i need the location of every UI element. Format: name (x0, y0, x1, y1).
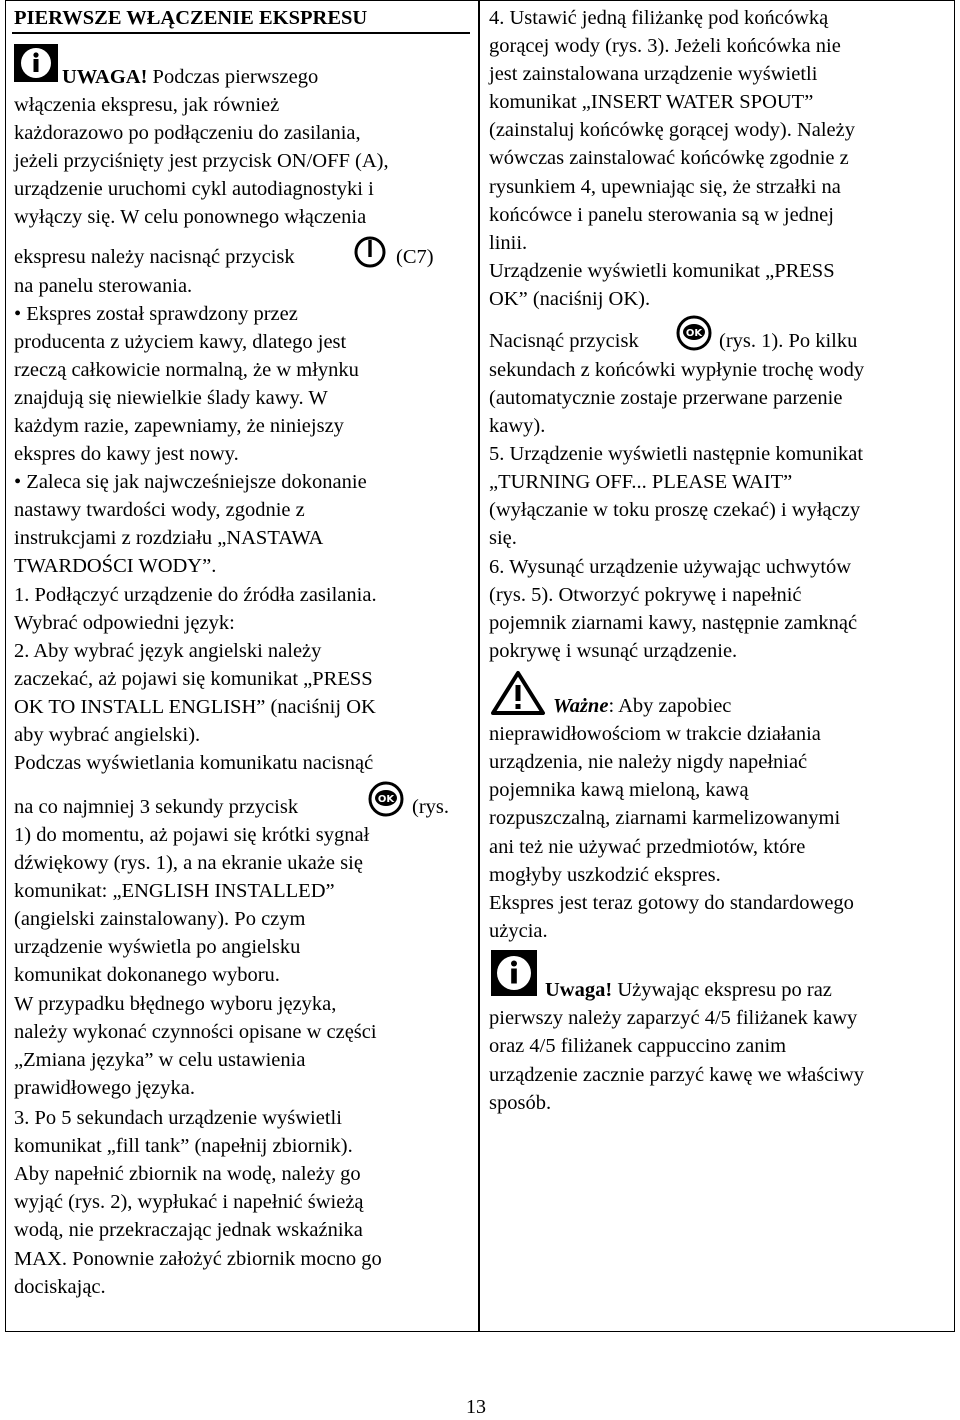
text-line: W przypadku błędnego wyboru języka, (14, 993, 337, 1015)
text-line: urządzenie uruchomi cykl autodiagnostyki i (14, 178, 374, 200)
text-line: każdorazowo po podłączeniu do zasilania, (14, 122, 361, 144)
text-line: Nacisnąć przycisk (489, 330, 639, 352)
text-line: TWARDOŚCI WODY”. (14, 555, 217, 577)
text-line: gorącej wody (rys. 3). Jeżeli końcówka nie (489, 35, 841, 57)
text-line: pokrywę i wsunąć urządzenie. (489, 640, 738, 662)
text-line: urządzenia, nie należy nigdy napełniać (489, 751, 808, 773)
text-line: urządzenie zacznie parzyć kawę we właściwy (489, 1064, 865, 1086)
text-line: „Zmiana języka” w celu ustawienia (14, 1049, 306, 1071)
uwaga-label: Uwaga! (545, 979, 613, 1001)
uwaga-note-line: Uwaga! Używając ekspresu po raz (545, 979, 832, 1001)
text-line: (rys. (412, 796, 450, 818)
text-line: OK TO INSTALL ENGLISH” (naciśnij OK (14, 696, 376, 718)
wazne-label: Ważne (553, 695, 609, 717)
text-line: pierwszy należy zaparzyć 4/5 filiżanek kawy (489, 1007, 858, 1029)
column-divider (478, 0, 480, 1332)
text-line: na co najmniej 3 sekundy przycisk (14, 796, 299, 818)
text-line: na panelu sterowania. (14, 275, 193, 297)
text-line: rozpuszczalną, ziarnami karmelizowanymi (489, 807, 841, 829)
text-line: (angielski zainstalowany). Po czym (14, 908, 306, 930)
text-line: sposób. (489, 1092, 552, 1114)
power-icon (352, 234, 388, 270)
text-line: jeżeli przyciśnięty jest przycisk ON/OFF (A), (14, 150, 389, 172)
text-line: wodą, nie przekraczając jednak wskaźnika (14, 1219, 363, 1241)
warning-icon (490, 670, 546, 716)
text-line: oraz 4/5 filiżanek cappuccino zanim (489, 1035, 787, 1057)
text-line: Wybrać odpowiedni język: (14, 612, 235, 634)
page-number: 13 (466, 1396, 486, 1418)
text-line: sekundach z końcówki wypłynie trochę wody (489, 359, 865, 381)
svg-text:OK: OK (685, 328, 703, 339)
text-line: producenta z użyciem kawy, dlatego jest (14, 331, 347, 353)
text-line: znajdują się niewielkie ślady kawy. W (14, 387, 328, 409)
text-line: (wyłączanie w toku proszę czekać) i wyłączy (489, 499, 861, 521)
text-line: każdym razie, zapewniamy, że niniejszy (14, 415, 344, 437)
text-line: kawy). (489, 415, 546, 437)
info-icon (491, 950, 537, 996)
ok-button-icon (366, 778, 406, 818)
text-line: 6. Wysunąć urządzenie używając uchwytów (489, 556, 852, 578)
text-line: MAX. Ponownie założyć zbiornik mocno go (14, 1248, 382, 1270)
text-line: ekspres do kawy jest nowy. (14, 443, 239, 465)
text-line: wyjąć (rys. 2), wypłukać i napełnić świeżą (14, 1191, 364, 1213)
text-line: rzeczą całkowicie normalną, że w młynku (14, 359, 359, 381)
text-line: ani też nie używać przedmiotów, które (489, 836, 806, 858)
text-line: włączenia ekspresu, jak również (14, 94, 280, 116)
text-line: wyłączy się. W celu ponownego włączenia (14, 206, 367, 228)
text-line: wówczas zainstalować końcówkę zgodnie z (489, 147, 849, 169)
text-line: końcówce i panelu sterowania są w jednej (489, 204, 834, 226)
text-line: prawidłowego języka. (14, 1077, 196, 1099)
text-line: 4. Ustawić jedną filiżankę pod końcówką (489, 7, 829, 29)
text-line: Ekspres jest teraz gotowy do standardowego (489, 892, 854, 914)
text-line: (C7) (396, 246, 434, 268)
text-line: jest zainstalowana urządzenie wyświetli (489, 63, 818, 85)
text-line: ekspresu należy nacisnąć przycisk (14, 246, 295, 268)
text-line: • Ekspres został sprawdzony przez (14, 303, 298, 325)
text-line: (automatycznie zostaje przerwane parzenie (489, 387, 843, 409)
text-line: Urządzenie wyświetli komunikat „PRESS (489, 260, 835, 282)
text-line: komunikat „INSERT WATER SPOUT” (489, 91, 814, 113)
text-line: dociskając. (14, 1276, 106, 1298)
text-line: 1. Podłączyć urządzenie do źródła zasilania. (14, 584, 377, 606)
text-line: 5. Urządzenie wyświetli następnie komunikat (489, 443, 864, 465)
text-line: 1) do momentu, aż pojawi się krótki sygnał (14, 824, 370, 846)
text-line: (rys. 1). Po kilku (719, 330, 858, 352)
text-line: nieprawidłowościom w trakcie działania (489, 723, 821, 745)
text-line: (zainstaluj końcówkę gorącej wody). Należy (489, 119, 856, 141)
text-line: OK” (naciśnij OK). (489, 288, 651, 310)
text-line: nastawy twardości wody, zgodnie z (14, 499, 305, 521)
text-line: zaczekać, aż pojawi się komunikat „PRESS (14, 668, 373, 690)
text-line: komunikat dokonanego wyboru. (14, 964, 280, 986)
svg-text:OK: OK (377, 794, 395, 805)
text-line: instrukcjami z rozdziału „NASTAWA (14, 527, 324, 549)
text-line: linii. (489, 232, 528, 254)
text-line: • Zaleca się jak najwcześniejsze dokonanie (14, 471, 367, 493)
text-line: się. (489, 527, 517, 549)
warning-paragraph-line: UWAGA! Podczas pierwszego (62, 66, 319, 88)
text-line: komunikat „fill tank” (napełnij zbiornik). (14, 1135, 353, 1157)
text-line: „TURNING OFF... PLEASE WAIT” (489, 471, 793, 493)
text-line: dźwiękowy (rys. 1), a na ekranie ukaże się (14, 852, 363, 874)
text-line: aby wybrać angielski). (14, 724, 201, 746)
info-icon (14, 44, 58, 82)
text-line: pojemnika kawą mieloną, kawą (489, 779, 749, 801)
text-line: pojemnik ziarnami kawy, następnie zamknąć (489, 612, 858, 634)
text-line: mogłyby uszkodzić ekspres. (489, 864, 721, 886)
text-line: 3. Po 5 sekundach urządzenie wyświetli (14, 1107, 342, 1129)
uwaga-label: UWAGA! (62, 66, 148, 88)
text-line: należy wykonać czynności opisane w części (14, 1021, 377, 1043)
section-heading: PIERWSZE WŁĄCZENIE EKSPRESU (14, 7, 368, 29)
text-line: Podczas wyświetlania komunikatu nacisnąć (14, 752, 374, 774)
text-line: rysunkiem 4, upewniając się, że strzałki na (489, 176, 841, 198)
text-line: 2. Aby wybrać język angielski należy (14, 640, 322, 662)
text-line: urządzenie wyświetla po angielsku (14, 936, 301, 958)
text-line: komunikat: „ENGLISH INSTALLED” (14, 880, 335, 902)
text-line: (rys. 5). Otworzyć pokrywę i napełnić (489, 584, 802, 606)
important-note-line: Ważne: Aby zapobiec (553, 695, 732, 717)
ok-button-icon (674, 312, 714, 352)
text-line: użycia. (489, 920, 548, 942)
heading-underline (12, 32, 470, 34)
text-line: Aby napełnić zbiornik na wodę, należy go (14, 1163, 361, 1185)
